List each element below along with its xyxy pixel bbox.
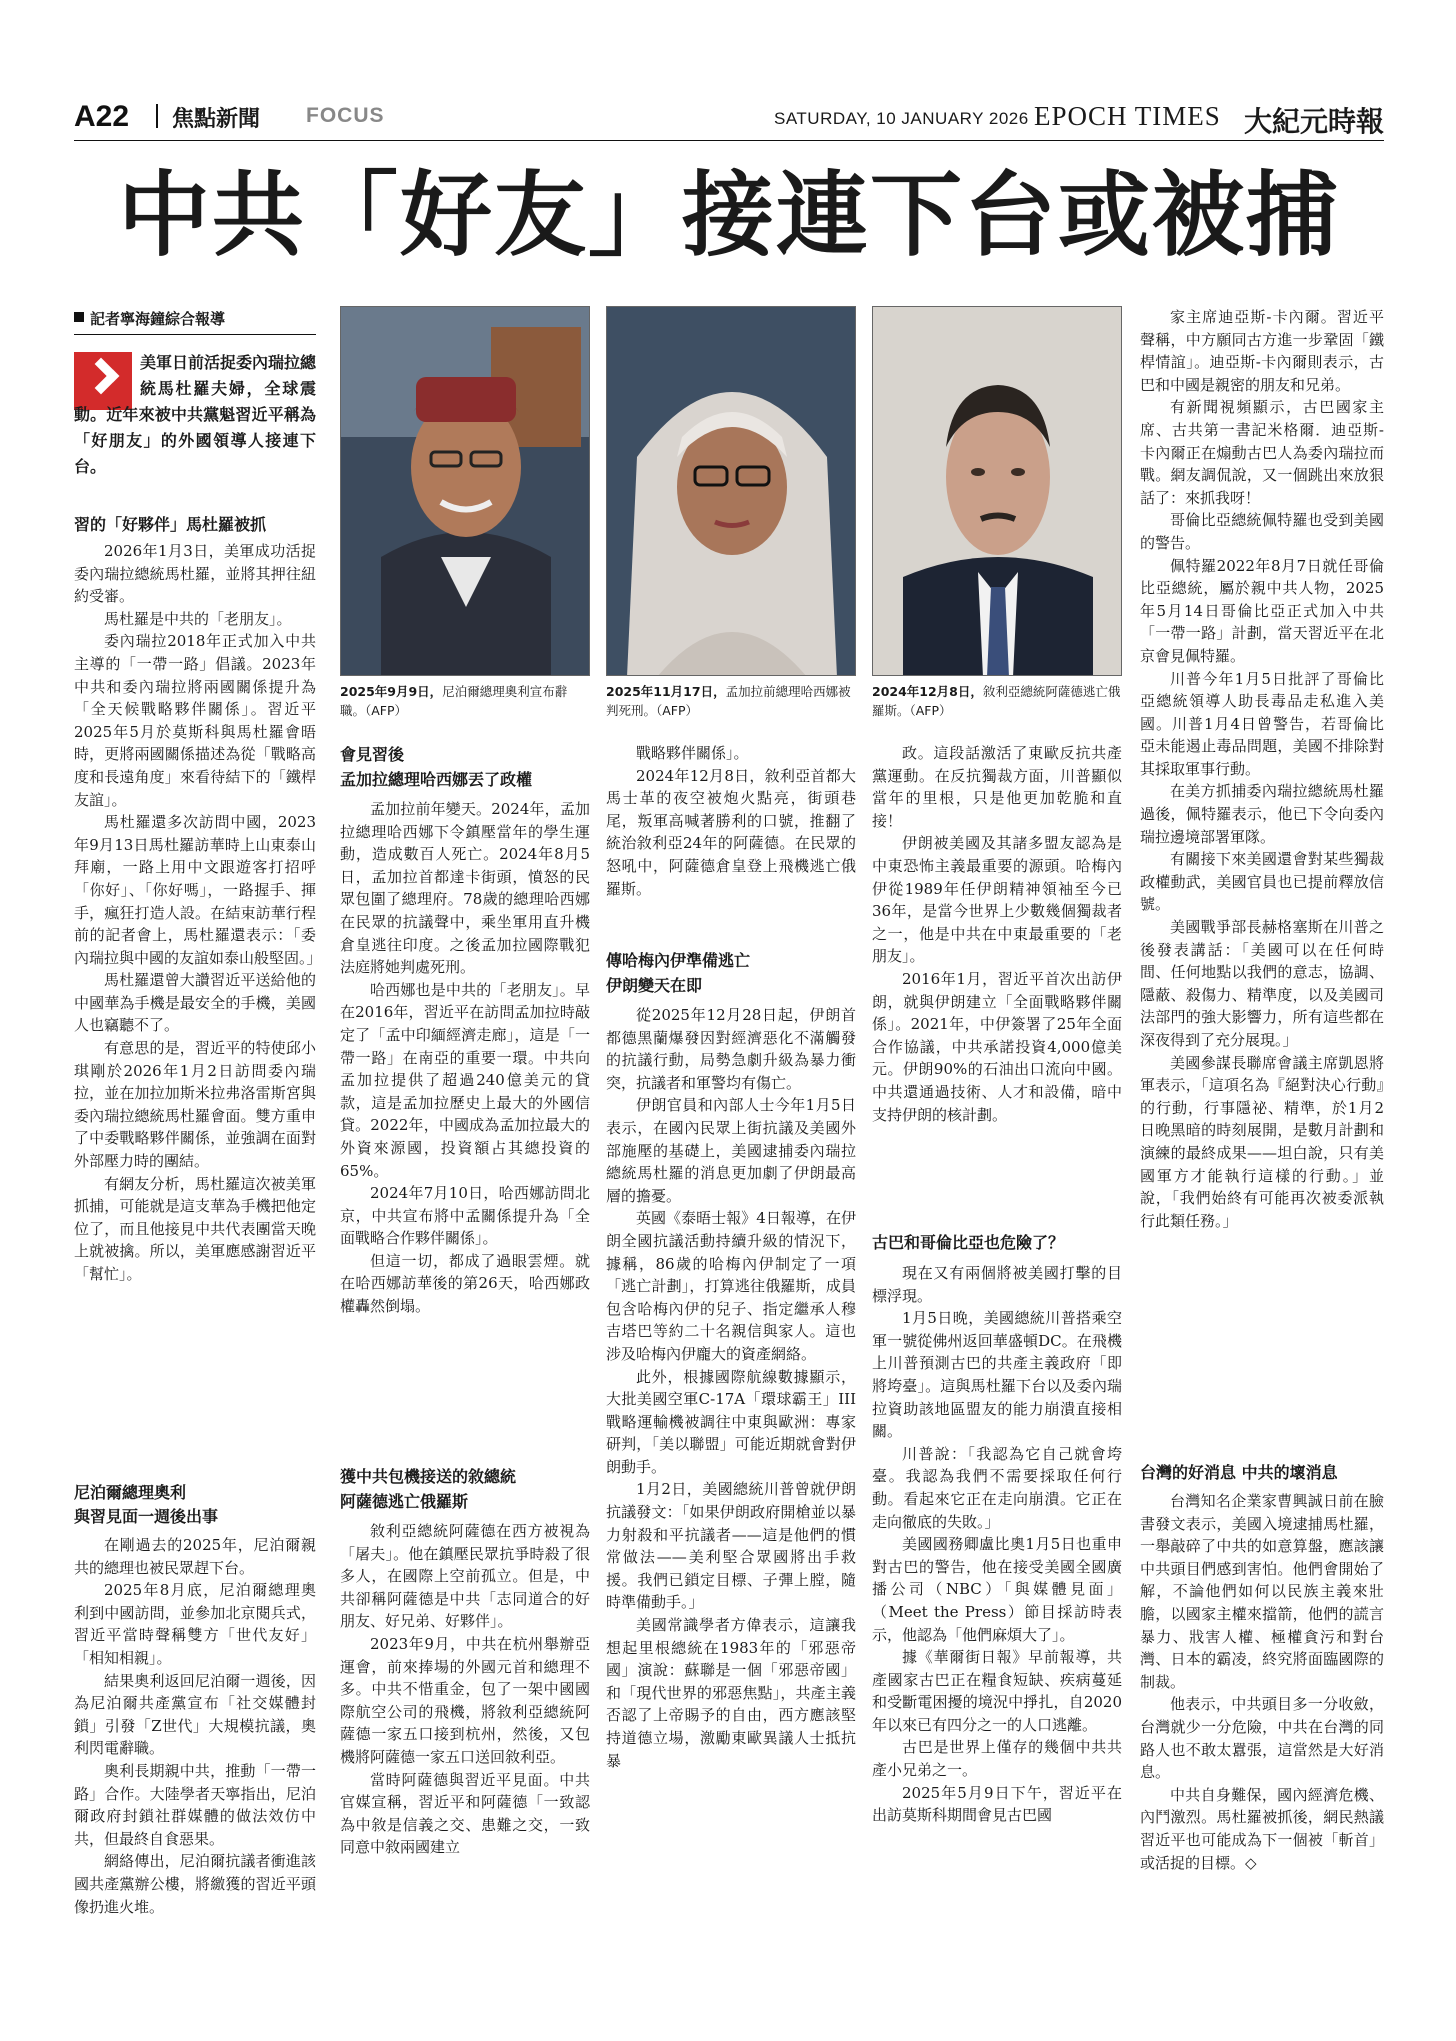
photo-assad <box>872 306 1122 676</box>
lede-text: 美軍日前活捉委內瑞拉總統馬杜羅夫婦，全球震動。近年來被中共黨魁習近平稱為「好朋友」的外國領導人接連下台。 <box>74 353 317 476</box>
paragraph: 2023年9月，中共在杭州舉辦亞運會，前來捧場的外國元首和總理不多。中共不惜重金，包了一架中國國際航空公司的飛機，將敘利亞總統阿薩德一家五口接到杭州，然後，又包機將阿薩德一家五口送回敘利亞。 <box>340 1634 590 1766</box>
paragraph: 2025年8月底，尼泊爾總理奧利到中國訪問，並參加北京閱兵式，習近平當時聲稱雙方「世代友好」「相知相親」。 <box>74 1581 316 1667</box>
caption-date: 2024年12月8日， <box>872 684 983 699</box>
paragraph: 在剛過去的2025年，尼泊爾親共的總理也被民眾趕下台。 <box>74 1536 316 1577</box>
subhead-cuba: 古巴和哥倫比亞也危險了？ <box>872 1233 1065 1252</box>
paragraph: 在美方抓捕委內瑞拉總統馬杜羅過後，佩特羅表示，他已下令向委內瑞拉邊境部署軍隊。 <box>1140 782 1384 846</box>
photo-caption-hasina <box>606 682 856 720</box>
page-number: A22 <box>74 100 130 133</box>
photo-assad-image <box>873 307 1122 676</box>
paragraph: 中共自身難保，國內經濟危機、內鬥激烈。馬杜羅被抓後，網民熱議習近平也可能成為下一個被「斬首」或活捉的目標。◇ <box>1140 1785 1384 1872</box>
paragraph: 網絡傳出，尼泊爾抗議者衝進該國共產黨辦公樓，將繳獲的習近平頭像扔進火堆。 <box>74 1852 316 1916</box>
paragraph: 委內瑞拉2018年正式加入中共主導的「一帶一路」倡議。2023年中共和委內瑞拉將兩國關係提升為「全天候戰略夥伴關係」。習近平2025年5月於莫斯科與馬杜羅會晤時，更將兩國關係描述為從「戰略高度和長遠角度」來看待結下的「鐵桿友誼」。 <box>74 632 316 809</box>
paragraph: 美國戰爭部長赫格塞斯在川普之後發表講話：「美國可以在任何時間、任何地點以我們的意志，協調、隱蔽、殺傷力、精準度，以及美國司法部門的強大影響力，所有這些都在深夜得到了充分展現。」 <box>1140 918 1384 1049</box>
paragraph: 馬杜羅還多次訪問中國，2023年9月13日馬杜羅訪華時上山東泰山拜廟，一路上用中文跟遊客打招呼「你好」、「你好嗎」，一路握手、揮手，瘋狂打造人設。在結束訪華行程前的記者會上，馬杜羅還表示：「委內瑞拉與中國的友誼如泰山般堅固。」 <box>74 813 322 967</box>
issue-date: SATURDAY, 10 JANUARY 2026 <box>774 109 1029 128</box>
paragraph: 家主席迪亞斯-卡內爾。習近平聲稱，中方願同古方進一步鞏固「鐵桿情誼」。迪亞斯-卡內爾則表示，古巴和中國是親密的朋友和兄弟。 <box>1140 308 1384 394</box>
col2-body-2 <box>340 1520 590 1859</box>
col4-body-1 <box>872 742 1122 1126</box>
paragraph: 佩特羅2022年8月7日就任哥倫比亞總統，屬於親中共人物，2025年5月14日哥倫比亞正式加入中共「一帶一路」計劃，當天習近平在北京會見佩特羅。 <box>1140 556 1384 665</box>
paragraph: 哈西娜也是中共的「老朋友」。早在2016年，習近平在訪問孟加拉時敲定了「孟中印緬經濟走廊」，這是「一帶一路」在南亞的重要一環。中共向孟加拉提供了超過240億美元的貸款，這是孟加拉歷史上最大的外國信貸。2022年，中國成為孟加拉最大的外資來源國，投資額占其總投資的65%。 <box>340 980 590 1180</box>
col5-body-1 <box>1140 306 1384 1232</box>
header-rule <box>74 140 1384 141</box>
caption-date: 2025年9月9日， <box>340 684 443 699</box>
paper-name: EPOCH TIMES <box>1034 101 1221 131</box>
paper-name-zh: 大紀元時報 <box>1244 105 1385 138</box>
photo-caption-assad <box>872 682 1122 720</box>
subhead-nepal-a: 尼泊爾總理奧利 <box>74 1483 187 1502</box>
byline-rule <box>74 334 316 335</box>
section-name: 焦點新聞 <box>172 107 261 132</box>
col5-body-2 <box>1140 1490 1384 1874</box>
paragraph: 有網友分析，馬杜羅這次被美軍抓捕，可能就是這支華為手機把他定位了，而且他接見中共代表團當天晚上就被擒。所以，美軍應感謝習近平「幫忙」。 <box>74 1174 316 1283</box>
photo-oli <box>340 306 590 676</box>
paragraph: 當時阿薩德與習近平見面。中共官媒宣稱，習近平和阿薩德「一致認為中敘是信義之交、患難之交，一致同意中敘兩國建立 <box>340 1770 590 1857</box>
col4-body-2 <box>872 1262 1122 1827</box>
photo-caption-oli <box>340 682 590 720</box>
paragraph: 1月5日晚，美國總統川普搭乘空軍一號從佛州返回華盛頓DC。在飛機上川普預測古巴的共產主義政府「即將垮臺」。這與馬杜羅下台以及委內瑞拉資助該地區盟友的能力崩潰直接相關。 <box>872 1309 1122 1441</box>
paragraph: 川普今年1月5日批評了哥倫比亞總統領導人助長毒品走私進入美國。川普1月4日曾警告，若哥倫比亞未能遏止毒品問題，美國不排除對其採取軍事行動。 <box>1140 669 1384 778</box>
col3-body-1 <box>606 742 856 900</box>
paragraph: 據《華爾街日報》早前報導，共產國家古巴正在糧食短缺、疾病蔓延和受斷電困擾的境況中掙扎，自2020年以來已有四分之一的人口逃離。 <box>872 1648 1122 1734</box>
paragraph: 哥倫比亞總統佩特羅也受到美國的警告。 <box>1140 511 1384 552</box>
paragraph: 有意思的是，習近平的特使邱小琪剛於2026年1月2日訪問委內瑞拉，並在加拉加斯米拉弗洛雷斯宮與委內瑞拉總統馬杜羅會面。雙方重申了中委戰略夥伴關係，並強調在面對外部壓力時的團結。 <box>74 1039 316 1171</box>
paragraph: 2024年12月8日，敘利亞首都大馬士革的夜空被炮火點亮，街頭巷尾，叛軍高喊著勝利的口號，推翻了統治敘利亞24年的阿薩德。在民眾的怒吼中，阿薩德倉皇登上飛機逃亡俄羅斯。 <box>606 766 856 898</box>
paragraph: 馬杜羅是中共的「老朋友」。 <box>104 609 292 628</box>
paragraph: 2016年1月，習近平首次出訪伊朗，就與伊朗建立「全面戰略夥伴關係」。2021年，中伊簽署了25年全面合作協議，中共承諾投資4,000億美元。伊朗90%的石油出口流向中國。中共還通過技術、人才和設備，暗中支持伊朗的核計劃。 <box>872 969 1122 1124</box>
paragraph: 敘利亞總統阿薩德在西方被視為「屠夫」。他在鎮壓民眾抗爭時殺了很多人，在國際上空前孤立。但是，中共卻稱阿薩德是中共「志同道合的好朋友、好兄弟、好夥伴」。 <box>340 1522 590 1631</box>
caption-text: 敘利亞總統阿薩德逃亡俄羅斯。（AFP） <box>872 684 1121 718</box>
paragraph: 川普說：「我認為它自己就會垮臺。我認為我們不需要採取任何行動。看起來它正在走向崩潰。它正在走向徹底的失敗。」 <box>872 1444 1122 1531</box>
paragraph: 馬杜羅還曾大讚習近平送給他的中國華為手機是最安全的手機，美國人也竊聽不了。 <box>74 971 316 1035</box>
caption-text: 尼泊爾總理奧利宣布辭職。（AFP） <box>340 684 568 718</box>
col1-body-1 <box>74 540 322 1286</box>
subhead-iran-b: 伊朗變天在即 <box>606 976 703 995</box>
paragraph: 2026年1月3日，美軍成功活捉委內瑞拉總統馬杜羅，並將其押往紐約受審。 <box>74 542 316 606</box>
subhead-maduro: 習的「好夥伴」馬杜羅被抓 <box>74 515 267 534</box>
photo-hasina <box>606 306 856 676</box>
col3-body-2 <box>606 1004 856 1772</box>
photo-oli-image <box>341 307 590 676</box>
paragraph: 1月2日，美國總統川普曾就伊朗抗議發文：「如果伊朗政府開槍並以暴力射殺和平抗議者——這是他們的慣常做法——美利堅合眾國將出手救援。我們已鎖定目標、子彈上膛，隨時準備動手。」 <box>606 1480 856 1612</box>
subhead-assad-a: 獲中共包機接送的敘總統 <box>340 1467 517 1486</box>
paragraph: 但這一切，都成了過眼雲煙。就在哈西娜訪華後的第26天，哈西娜政權轟然倒塌。 <box>340 1251 590 1316</box>
subhead-taiwan: 台灣的好消息 中共的壞消息 <box>1140 1463 1338 1482</box>
paragraph: 有新聞視頻顯示，古巴國家主席、古共第一書記米格爾．迪亞斯-卡內爾正在煽動古巴人為委內瑞拉而戰。網友調侃說，又一個跳出來放狠話了：來抓我呀！ <box>1140 398 1384 507</box>
paragraph: 此外，根據國際航線數據顯示，大批美國空軍C-17A「環球霸王」III戰略運輸機被調往中東與歐洲：專家研判，「美以聯盟」可能近期就會對伊朗動手。 <box>606 1367 856 1476</box>
caption-date: 2025年11月17日， <box>606 684 726 699</box>
subhead-iran-a: 傳哈梅內伊準備逃亡 <box>606 951 751 970</box>
paragraph: 現在又有兩個將被美國打擊的目標浮現。 <box>872 1264 1122 1305</box>
paragraph: 戰略夥伴關係」。 <box>636 744 749 762</box>
paragraph: 美國參謀長聯席會議主席凱恩將軍表示，「這項名為『絕對決心行動』的行動，行事隱祕、精準，於1月2日晚黑暗的時刻展開，是數月計劃和演練的最終成果——坦白說，只有美國軍方才能執行這樣的行動。」並說，「我們始終有可能再次被委派執行此類任務。」 <box>1140 1053 1384 1230</box>
subhead-assad-b: 阿薩德逃亡俄羅斯 <box>340 1492 469 1511</box>
byline: 記者寧海鐘綜合報導 <box>74 308 316 329</box>
paragraph: 美國國務卿盧比奧1月5日也重申對古巴的警告，他在接受美國全國廣播公司（NBC）「與媒體見面」（Meet the Press）節目採訪時表示，他認為「他們麻煩大了」。 <box>872 1535 1122 1644</box>
paragraph: 英國《泰晤士報》4日報導，在伊朗全國抗議活動持續升級的情況下，據稱，86歲的哈梅內伊制定了一項「逃亡計劃」，打算逃往俄羅斯，成員包含哈梅內伊的兒子、指定繼承人穆吉塔巴等約二十名親信與家人。這也涉及哈梅內伊龐大的資產網絡。 <box>606 1209 856 1363</box>
subhead-hasina-b: 孟加拉總理哈西娜丟了政權 <box>340 770 533 789</box>
paragraph: 政。這段話激活了東歐反抗共產黨運動。在反抗獨裁方面，川普顯似當年的里根，只是他更加乾脆和直接！ <box>872 744 1122 830</box>
paragraph: 奧利長期親中共，推動「一帶一路」合作。大陸學者天寧指出，尼泊爾政府封鎖社群媒體的做法效仿中共，但最終自食惡果。 <box>74 1761 316 1848</box>
header-separator <box>156 104 158 128</box>
col1-body-2 <box>74 1534 316 1918</box>
paragraph: 台灣知名企業家曹興誠日前在臉書發文表示，美國入境逮捕馬杜羅，一舉敲碎了中共的如意算盤，應該讓中共頭目們感到害怕。他們會開始了解，不論他們如何以民族主義來壯膽，以國家主權來擋箭，他們的謊言暴力、戕害人權、極權貪污和對台灣、日本的霸凌，終究將面臨國際的制裁。 <box>1140 1492 1384 1691</box>
paragraph: 孟加拉前年變天。2024年，孟加拉總理哈西娜下令鎮壓當年的學生運動，造成數百人死亡。2024年8月5日，孟加拉首都達卡街頭，憤怒的民眾包圍了總理府。78歲的總理哈西娜在民眾的抗議聲中，乘坐軍用直升機倉皇逃往印度。之後孟加拉國際戰犯法庭將她判處死刑。 <box>340 800 590 977</box>
paragraph: 美國常識學者方偉表示，這讓我想起里根總統在1983年的「邪惡帝國」演說：蘇聯是一個「邪惡帝國」和「現代世界的邪惡焦點」，共產主義否認了上帝賜予的自由，西方應該堅持道德立場，激勵東歐異議人士抵抗暴 <box>606 1616 856 1770</box>
paragraph: 古巴是世界上僅存的幾個中共共產小兄弟之一。 <box>872 1738 1122 1780</box>
section-name-en: FOCUS <box>306 104 385 127</box>
subhead-hasina-a: 會見習後 <box>340 745 405 764</box>
paragraph: 結果奧利返回尼泊爾一週後，因為尼泊爾共產黨宣布「社交媒體封鎖」引發「Z世代」大規模抗議，奧利閃電辭職。 <box>74 1671 316 1758</box>
photo-hasina-image <box>607 307 856 676</box>
paragraph: 有關接下來美國還會對某些獨裁政權動武，美國官員也已提前釋放信號。 <box>1140 850 1384 914</box>
caption-text: 孟加拉前總理哈西娜被判死刑。（AFP） <box>606 684 851 718</box>
page-header <box>74 92 1385 138</box>
col2-body-1 <box>340 798 590 1318</box>
paragraph: 伊朗被美國及其諸多盟友認為是中東恐怖主義最重要的源頭。哈梅內伊從1989年任伊朗精神領袖至今已36年，是當今世界上少數幾個獨裁者之一，他是中共在中東最重要的「老朋友」。 <box>872 834 1122 966</box>
paragraph: 2025年5月9日下午，習近平在出訪莫斯科期間會見古巴國 <box>872 1783 1122 1825</box>
paragraph: 伊朗官員和內部人士今年1月5日表示，在國內民眾上街抗議及美國外部施壓的基礎上，美國逮捕委內瑞拉總統馬杜羅的消息更加劇了伊朗最高層的擔憂。 <box>606 1096 856 1205</box>
headline: 中共「好友」接連下台或被捕 <box>117 161 1340 269</box>
paragraph: 2024年7月10日，哈西娜訪問北京，中共宣布將中孟關係提升為「全面戰略合作夥伴關係」。 <box>340 1184 590 1248</box>
paragraph: 從2025年12月28日起，伊朗首都德黑蘭爆發因對經濟惡化不滿觸發的抗議行動，局勢急劇升級為暴力衝突，抗議者和軍警均有傷亡。 <box>606 1006 856 1092</box>
lede <box>74 350 316 480</box>
paragraph: 他表示，中共頭目多一分收斂，台灣就少一分危險，中共在台灣的同路人也不敢太囂張，這當然是大好消息。 <box>1140 1695 1384 1782</box>
subhead-nepal-b: 與習見面一週後出事 <box>74 1507 219 1526</box>
